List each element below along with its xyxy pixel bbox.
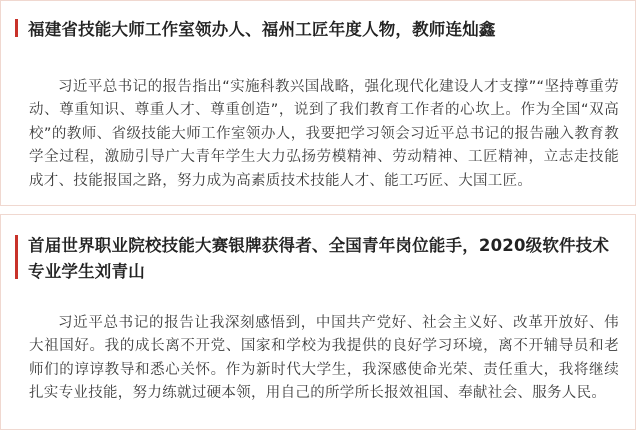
section-heading [15, 17, 623, 43]
section-heading-text: 福建省技能大师工作室领办人、福州工匠年度人物，教师连灿鑫 [28, 20, 496, 39]
profile-card-1 [0, 0, 636, 206]
profile-card-2 [0, 214, 636, 430]
section-body-text: 习近平总书记的报告让我深刻感悟到，中国共产党好、社会主义好、改革开放好、伟大祖国好。我的成长离不开党、国家和学校为我提供的良好学习环境，离不开辅导员和老师们的谆谆教导和悉心关怀。作为新时代大学生，我深感使命光荣、责任重大，我将继续扎实专业技能，努力练就过硬本领，用自己的所学所长报效祖国、奉献社会、服务人民。 [29, 314, 619, 401]
section-heading [15, 233, 623, 285]
accent-bar [15, 19, 18, 37]
section-body-text: 习近平总书记的报告指出“实施科教兴国战略，强化现代化建设人才支撑”“坚持尊重劳动、尊重知识、尊重人才、尊重创造”，说到了我们教育工作者的心坎上。作为全国“双高校”的教师、省级技能大师工作室领办人，我要把学习领会习近平总书记的报告融入教育教学全过程，激励引导广大青年学生大力弘扬劳模精神、劳动精神、工匠精神，立志走技能成才、技能报国之路，努力成为高素质技术技能人才、能工巧匠、大国工匠。 [29, 78, 619, 189]
accent-bar [15, 235, 18, 279]
section-heading-text: 首届世界职业院校技能大赛银牌获得者、全国青年岗位能手，2020级软件技术专业学生刘青山 [28, 236, 610, 281]
